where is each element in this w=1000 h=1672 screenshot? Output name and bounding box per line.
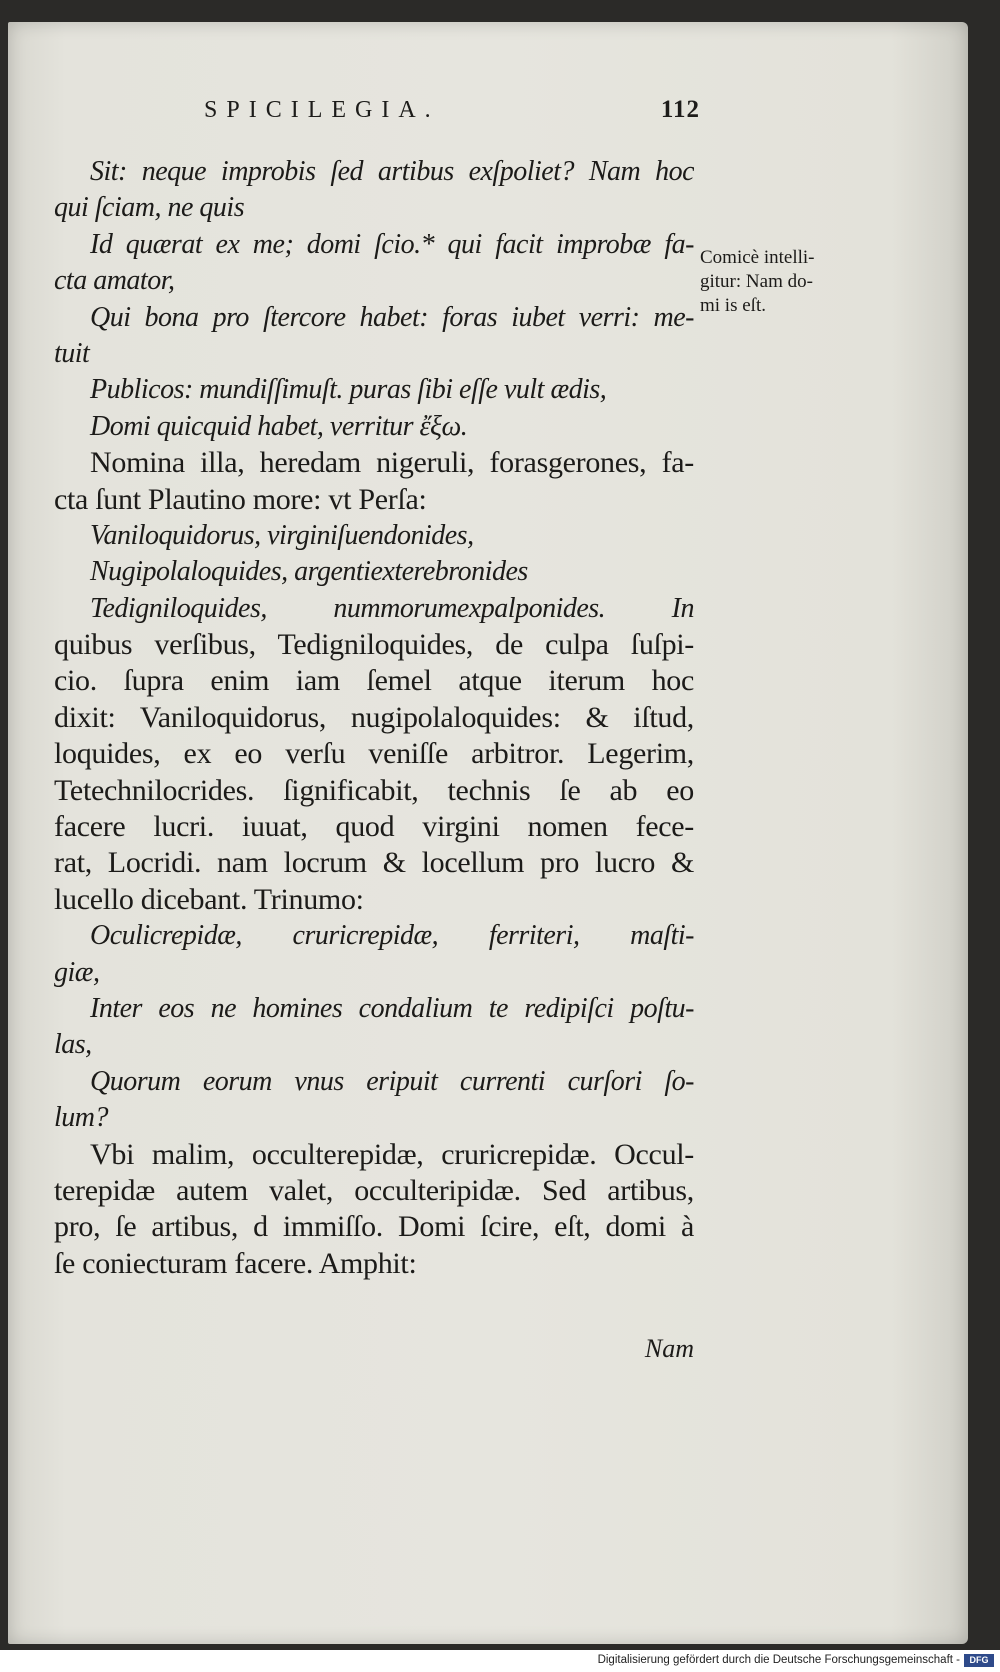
text-line: tuit (54, 337, 90, 369)
text-line: Qui bona pro ſtercore habet: foras iubet verri: me- (90, 301, 694, 333)
text-line: quibus verſibus, Tedigniloquides, de culpa ſuſpi- (54, 628, 694, 662)
margin-note-line: Comicè intelli- (700, 247, 815, 268)
text-line: terepidæ autem valet, occulteripidæ. Sed artibus, (54, 1173, 694, 1207)
text-line: Oculicrepidæ, cruricrepidæ, ferriteri, maſti- (90, 920, 694, 952)
text-line: Domi quicquid habet, verritur ἔξω. (90, 410, 468, 442)
text-line: facere lucri. iuuat, quod virgini nomen fece- (54, 810, 694, 844)
dfg-logo: DFG (964, 1654, 994, 1667)
text-line: cio. ſupra enim iam ſemel atque iterum hoc (54, 664, 694, 698)
footer-credit: Digitalisierung gefördert durch die Deutsche Forschungsgemeinschaft - (597, 1654, 960, 1666)
text-line: Id quærat ex me; domi ſcio.* qui facit improbæ fa- (90, 228, 694, 260)
main-text (54, 154, 694, 1282)
text-line: pro, ſe artibus, d immiſſo. Domi ſcire, eſt, domi à (54, 1210, 694, 1244)
text-line: lum? (54, 1102, 108, 1134)
text-line: las, (54, 1029, 92, 1061)
text-line: giæ, (54, 956, 100, 988)
text-line: dixit: Vaniloquidorus, nugipolaloquides: & iſtud, (54, 700, 694, 734)
text-line: Vbi malim, occulterepidæ, cruricrepidæ. Occul- (90, 1137, 694, 1171)
text-line: Tedigniloquides, nummorumexpalponides. In (90, 592, 694, 624)
text-line: cta amator, (54, 265, 175, 297)
text-line: cta ſunt Plautino more: vt Perſa: (54, 482, 427, 516)
text-line: Sit: neque improbis ſed artibus exſpoliet? Nam hoc (90, 156, 694, 187)
running-title: SPICILEGIA. (204, 97, 440, 123)
margin-note-line: gitur: Nam do- (700, 271, 813, 292)
page-number: 112 (660, 96, 700, 123)
text-line: Tetechnilocrides. ſignificabit, technis ſe ab eo (54, 773, 694, 807)
text-line: qui ſciam, ne quis (54, 192, 245, 224)
catchword: Nam (644, 1334, 694, 1363)
text-line: rat, Locridi. nam locrum & locellum pro lucro & (54, 846, 694, 880)
text-line: Nomina illa, heredam nigeruli, forasgerones, fa- (90, 446, 694, 480)
text-line: Quorum eorum vnus eripuit currenti curſori ſo- (90, 1065, 694, 1097)
page-header (204, 96, 700, 124)
margin-note (700, 246, 880, 318)
text-line: Inter eos ne homines condalium te redipiſci poſtu- (90, 992, 694, 1024)
text-line: Vaniloquidorus, virginiſuendonides, (90, 519, 474, 551)
text-line: Publicos: mundiſſimuſt. puras ſibi eſſe vult ædis, (90, 374, 607, 406)
book-page (8, 22, 968, 1644)
margin-note-line: mi is eſt. (700, 295, 766, 316)
text-line: ſe coniecturam facere. Amphit: (54, 1246, 417, 1280)
text-line: lucello dicebant. Trinumo: (54, 882, 364, 916)
text-line: Nugipolaloquides, argentiexterebronides (90, 556, 528, 588)
text-line: loquides, ex eo verſu veniſſe arbitror. Legerim, (54, 737, 694, 771)
